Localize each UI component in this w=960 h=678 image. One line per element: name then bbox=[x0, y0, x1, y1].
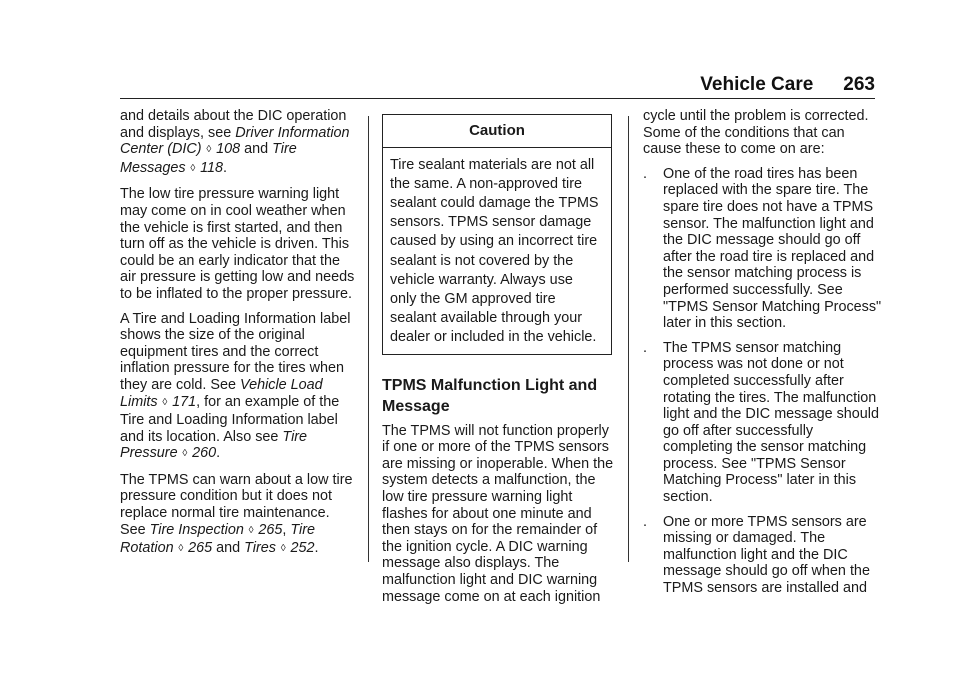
list-item-text: The TPMS sensor matching process was not done or not completed successfully after rotating the tires. The malfunction light and the DIC message should go off after successfully completing the sensor matching process. See "TPMS Sensor Matching Process" later in this section. bbox=[663, 339, 879, 506]
column-3 bbox=[643, 108, 883, 605]
paragraph-low-pressure-light: The low tire pressure warning light may come on in cool weather when the vehicle is first started, and then turn off as the vehicle is driven. This could be an early indicator that the air pressure is getting low and needs to be inflated to the proper pressure. bbox=[120, 186, 355, 302]
header-divider bbox=[120, 98, 875, 99]
text-run: . bbox=[223, 159, 228, 176]
cross-reference: 265 bbox=[258, 521, 283, 538]
text-run: and details about the DIC operation and displays, see bbox=[120, 108, 347, 141]
caution-body: Tire sealant materials are not all the same. A non-approved tire sealant could damage the TPMS sensors. TPMS sensor damage caused by using an incorrect tire sealant is not covered by the vehicle warranty. Always use only the GM approved tire sealant available through your dealer or included in the vehicle. bbox=[390, 156, 599, 346]
page-ref-arrow-icon: ◊ bbox=[175, 543, 187, 555]
text-run: and bbox=[212, 540, 245, 557]
bullet-mark: . bbox=[643, 165, 647, 182]
cross-reference: Tires bbox=[244, 540, 276, 557]
list-item bbox=[643, 166, 883, 332]
cross-reference: Driver Information Center (DIC) bbox=[120, 124, 350, 158]
list-item bbox=[643, 514, 883, 597]
cross-reference: 252 bbox=[290, 540, 315, 557]
text-run: . bbox=[314, 540, 319, 557]
caution-title: Caution bbox=[383, 115, 611, 148]
bullet-mark: . bbox=[643, 513, 647, 530]
column-2 bbox=[382, 108, 616, 613]
column-1 bbox=[120, 108, 356, 567]
cross-reference: Vehicle Load Limits bbox=[120, 376, 323, 410]
paragraph-malfunction: The TPMS will not function properly if one or more of the TPMS sensors are missing or inoperable. When the system detects a malfunction, the low tire pressure warning light flashes for about one minute and then stays on for the remainder of the ignition cycle. A DIC warning message also displays. The malfunction light and DIC warning message come on at each ignition bbox=[382, 422, 614, 605]
text-run: and bbox=[240, 141, 273, 158]
page-number: 263 bbox=[843, 74, 875, 95]
page-ref-arrow-icon: ◊ bbox=[187, 162, 199, 174]
list-item-text: One of the road tires has been replaced with the spare tire. The spare tire does not have a TPMS sensor. The malfunction light and the DIC message should go off after the road tire is replaced and the sensor matching process is performed successfully. See "TPMS Sensor Matching Process" later in this section. bbox=[663, 165, 882, 332]
page-ref-arrow-icon: ◊ bbox=[203, 144, 215, 156]
page-ref-arrow-icon: ◊ bbox=[245, 524, 257, 536]
page-ref-arrow-icon: ◊ bbox=[159, 396, 171, 408]
text-run: . bbox=[216, 445, 221, 462]
section-title: Vehicle Care bbox=[700, 74, 814, 95]
cross-reference: 108 bbox=[216, 141, 241, 158]
text-run: The TPMS can warn about a low tire pressure condition but it does not replace normal tire maintenance. See bbox=[120, 471, 353, 538]
paragraph-conditions-intro: cycle until the problem is corrected. Some of the conditions that can cause these to come on are: bbox=[643, 108, 869, 158]
list-item-text: One or more TPMS sensors are missing or damaged. The malfunction light and the DIC message should go off when the TPMS sensors are installed and bbox=[663, 513, 870, 597]
cross-reference: Tire Messages bbox=[120, 141, 297, 176]
cross-reference: Tire Pressure bbox=[120, 428, 308, 462]
cross-reference: Tire Inspection bbox=[149, 521, 244, 538]
section-heading: TPMS Malfunction Light and Message bbox=[382, 376, 598, 415]
caution-box bbox=[382, 114, 612, 355]
paragraph-tpms-maintenance bbox=[120, 472, 356, 559]
page-ref-arrow-icon: ◊ bbox=[179, 448, 191, 460]
cross-reference: Tire Rotation bbox=[120, 521, 316, 557]
column-divider-1 bbox=[368, 116, 369, 562]
cross-reference: 260 bbox=[192, 445, 217, 462]
column-divider-2 bbox=[628, 116, 629, 562]
text-run: A Tire and Loading Information label shows the size of the original equipment tires and the correct inflation pressure for the tires when they are cold. See bbox=[120, 310, 351, 393]
paragraph-tire-loading-label bbox=[120, 311, 356, 464]
text-run: , for an example of the Tire and Loading Information label and its location. Also see bbox=[120, 393, 340, 445]
paragraph-dic-details bbox=[120, 108, 356, 178]
text-run: , bbox=[282, 521, 291, 538]
cross-reference: 118 bbox=[200, 159, 224, 176]
cross-reference: 171 bbox=[172, 393, 197, 410]
cross-reference: 265 bbox=[188, 540, 213, 557]
page-ref-arrow-icon: ◊ bbox=[278, 543, 289, 555]
page-header bbox=[700, 74, 875, 96]
list-item bbox=[643, 340, 883, 506]
bullet-mark: . bbox=[643, 339, 647, 356]
